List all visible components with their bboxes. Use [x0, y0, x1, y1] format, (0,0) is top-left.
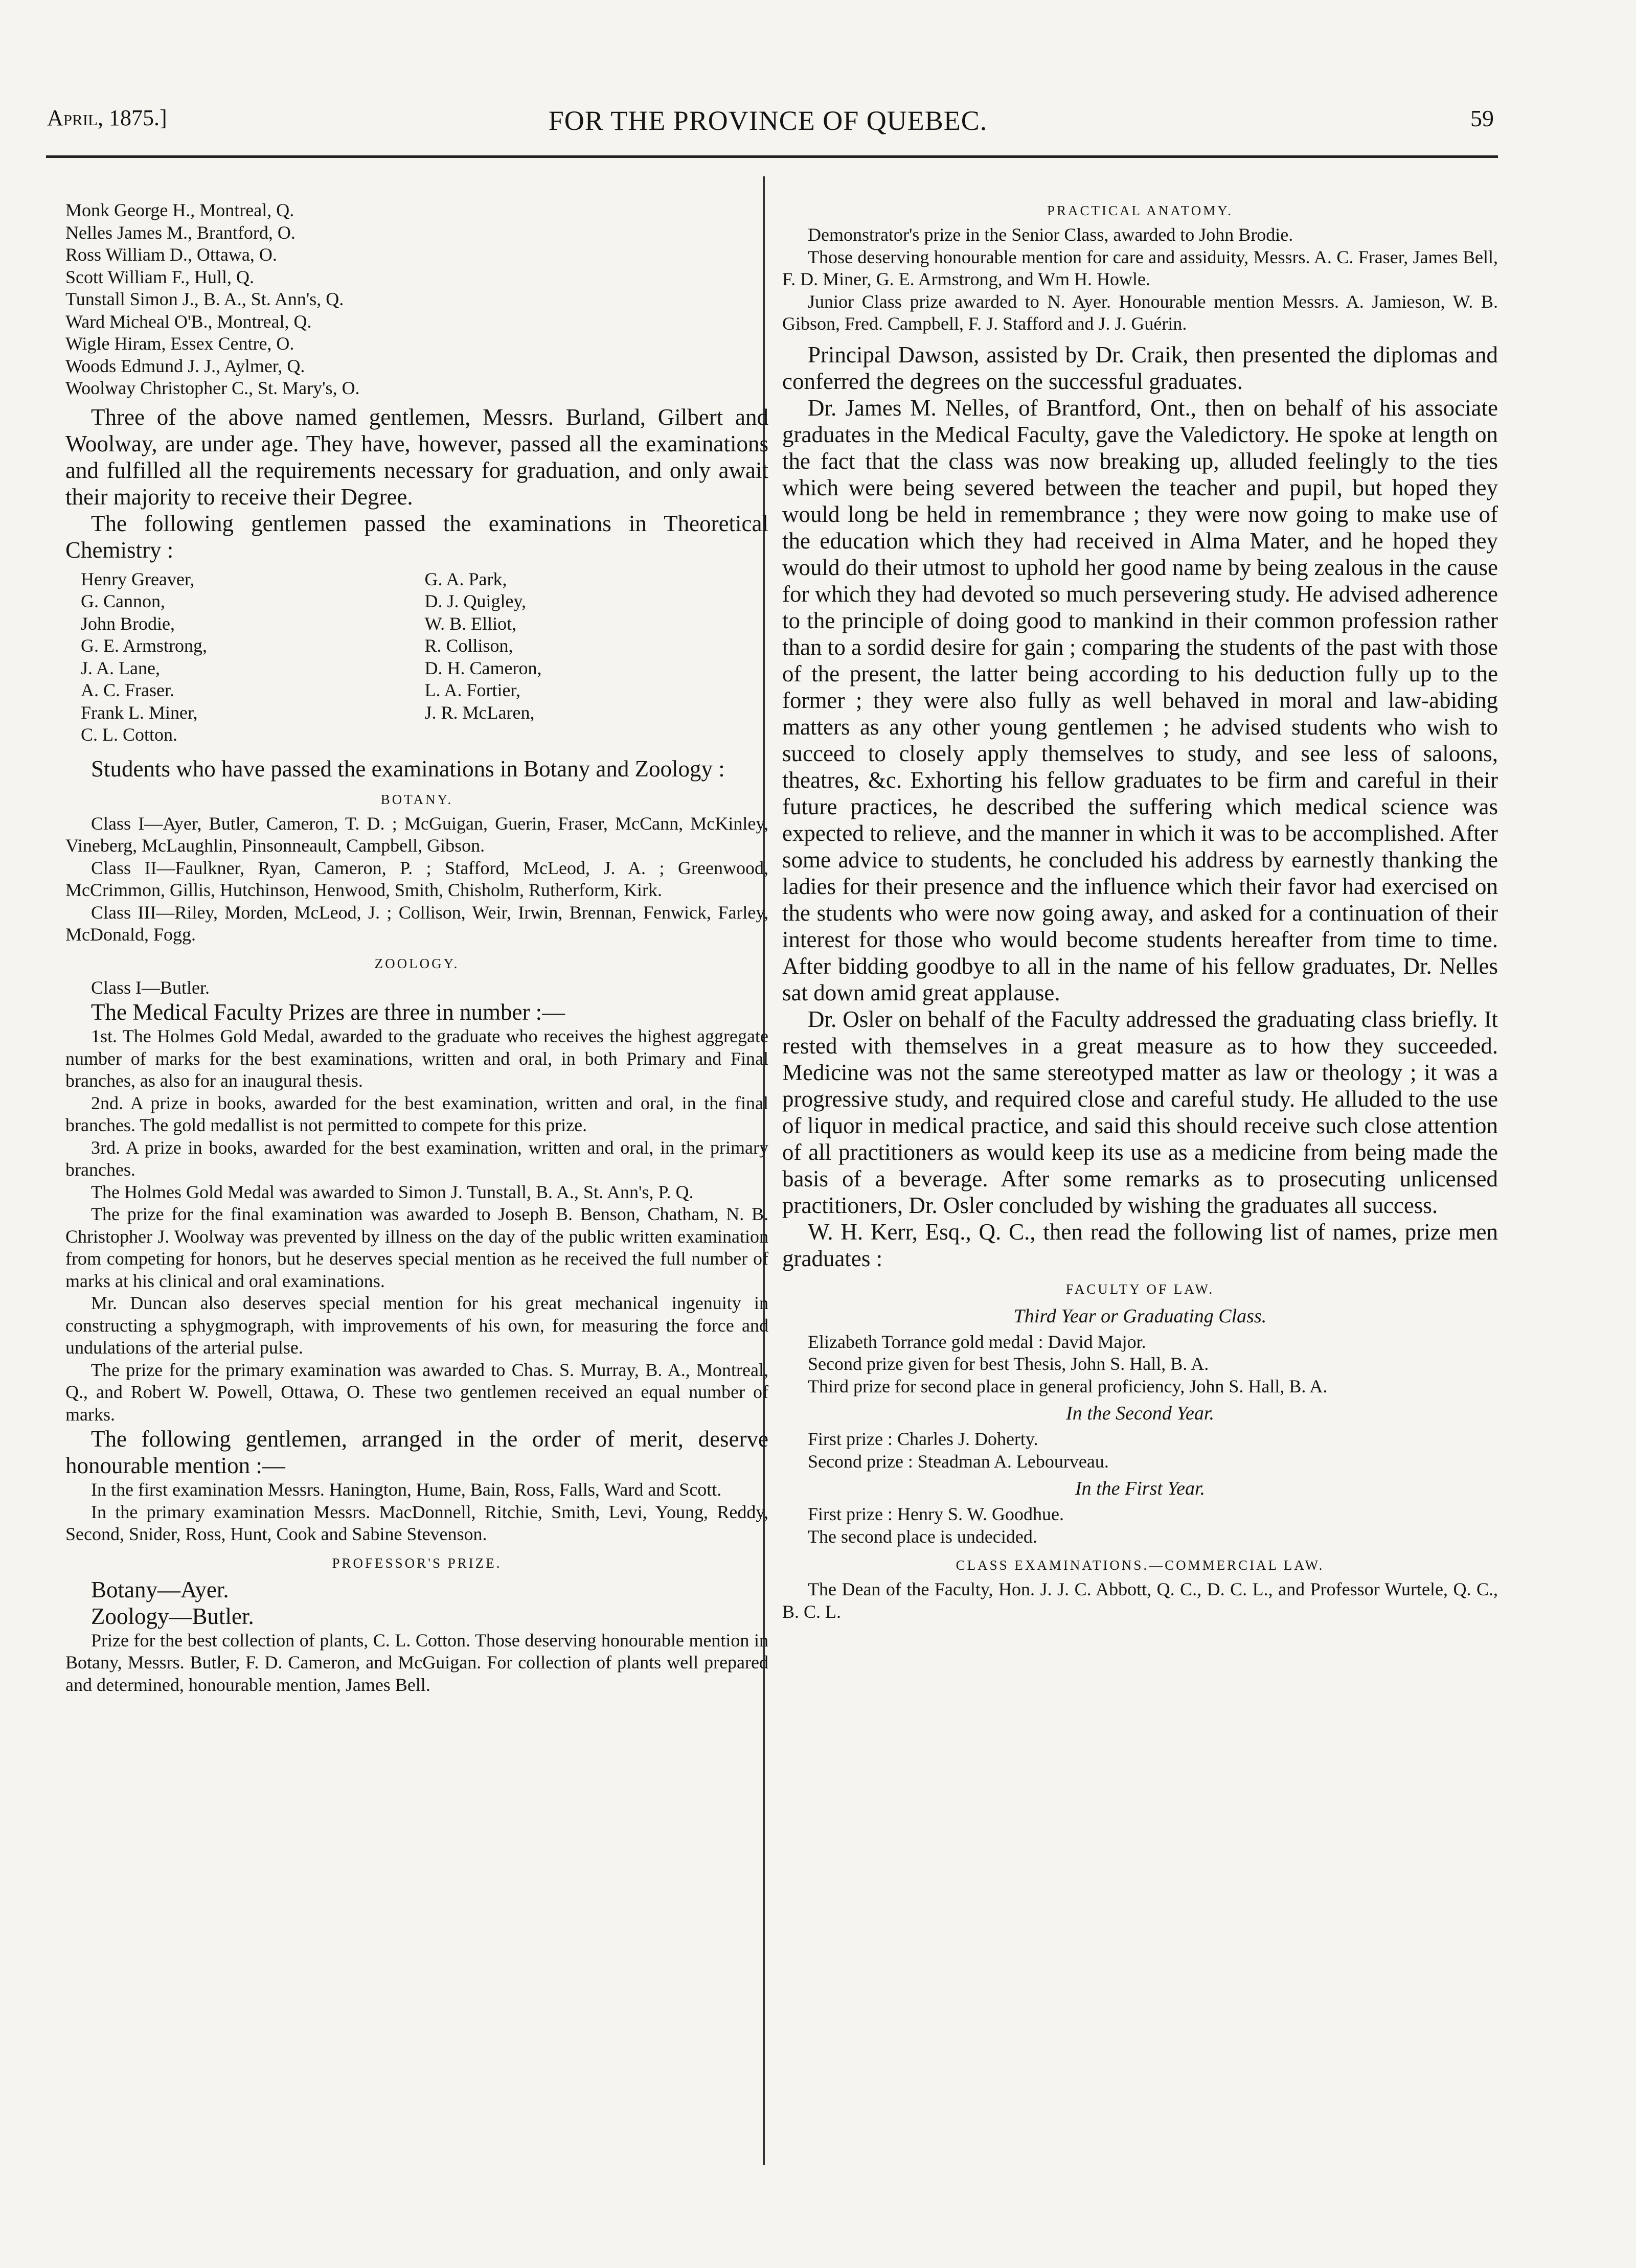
first-year-second-place: The second place is undecided. — [808, 1526, 1037, 1547]
graduate-name: Scott William F., Hull, Q. — [65, 266, 255, 287]
plants-prize: Prize for the best collection of plants, C. L. Cotton. Those deserving honourable mention in Botany, Messrs. Butler, F. D. Cameron, and McGuigan. For collection of plants well prepared and determined, honourable mention, James Bell. — [65, 1630, 768, 1695]
header-date: April, 1875.] — [47, 105, 167, 130]
list-item: A. C. Fraser. — [81, 680, 174, 700]
graduate-name: Ward Micheal O'B., Montreal, Q. — [65, 311, 312, 332]
chemistry-list-col2 — [425, 568, 769, 746]
list-item: John Brodie, — [81, 613, 175, 634]
list-item: D. J. Quigley, — [424, 591, 527, 611]
list-item: G. E. Armstrong, — [81, 635, 207, 656]
dean-paragraph: The Dean of the Faculty, Hon. J. J. C. Abbott, Q. C., D. C. L., and Professor Wurtele, Q. C., B. C. L. — [782, 1579, 1498, 1622]
first-year-first-prize: First prize : Henry S. W. Goodhue. — [808, 1504, 1064, 1524]
list-item: D. H. Cameron, — [424, 657, 542, 678]
duncan-mention: Mr. Duncan also deserves special mention for his great mechanical ingenuity in constructing a sphygmograph, with improvements of his own, for measuring the force and undulations of the arterial pulse. — [65, 1293, 768, 1358]
list-item: J. R. McLaren, — [424, 702, 535, 723]
honourable-first-exam: In the first examination Messrs. Hanington, Hume, Bain, Ross, Falls, Ward and Scott. — [91, 1479, 722, 1500]
demonstrator-prize: Demonstrator's prize in the Senior Class, awarded to John Brodie. — [808, 224, 1293, 245]
torrance-medal: Elizabeth Torrance gold medal : David Major. — [808, 1331, 1146, 1352]
nelles-valedictory: Dr. James M. Nelles, of Brantford, Ont., then on behalf of his associate graduates in the Medical Faculty, gave the Valedictory. He spoke at length on the fact that the class was now breaking up, alluded feelingly to the ties which were being severed between the teacher and pupil, but hoped they would long be held in remembrance ; they were now going to make use of the education which they had received in Alma Mater, and he hoped they would do their utmost to uphold her good name by being zealous in the cause for which they had devoted so much persevering study. He advised adherence to the principle of doing good to mankind in their common profession rather than to a sordid desire for gain ; comparing the students of the past with those of the present, the latter being according to his deduction fully up to the former ; they were also fully as well behaved in moral and law-abiding matters as any other young gentlemen ; he advised students who wish to succeed to closely apply themselves to study, and see less of saloons, theatres, &c. Exhorting his fellow graduates to be firm and careful in their future practices, he described the suffering which medical science was expected to relieve, and the manner in which it was to be accomplished. After some advice to students, he concluded his address by earnestly thanking the ladies for their presence and the influence which their favor had exercised on the students who were now going away, and asked for a continuation of their interest for those who would become students hereafter from time to time. After bidding goodbye to all in the name of his fellow graduates, Dr. Nelles sat down amid great applause. — [782, 395, 1498, 1005]
left-column — [65, 199, 768, 1696]
honourable-primary-exam: In the primary examination Messrs. MacDonnell, Ritchie, Smith, Levi, Young, Reddy, Second, Snider, Ross, Hunt, Cook and Sabine Stevenson. — [65, 1501, 768, 1544]
chemistry-list-col1 — [81, 568, 425, 746]
botany-class-3: Class III—Riley, Morden, McLeod, J. ; Collison, Weir, Irwin, Brennan, Fenwick, Farley, McDonald, Fogg. — [65, 902, 768, 945]
graduate-name: Nelles James M., Brantford, O. — [65, 222, 296, 243]
botany-class-2: Class II—Faulkner, Ryan, Cameron, P. ; Stafford, McLeod, J. A. ; Greenwood, McCrimmon, Gillis, Hutchinson, Henwood, Smith, Chisholm, Rutherform, Kirk. — [65, 857, 768, 900]
list-item: R. Collison, — [424, 635, 513, 656]
second-year-heading: In the Second Year. — [1066, 1403, 1214, 1424]
graduate-name: Woolway Christopher C., St. Mary's, O. — [65, 378, 360, 398]
chemistry-list — [81, 568, 768, 746]
assiduity-mention: Those deserving honourable mention for care and assiduity, Messrs. A. C. Fraser, James Bell, F. D. Miner, G. E. Armstrong, and Wm H. Howle. — [782, 246, 1498, 289]
chemistry-intro: The following gentlemen passed the examinations in Theoretical Chemistry : — [65, 510, 768, 563]
header-rule — [46, 155, 1498, 158]
graduate-name: Monk George H., Montreal, Q. — [65, 200, 294, 220]
holmes-medal-award: The Holmes Gold Medal was awarded to Simon J. Tunstall, B. A., St. Ann's, P. Q. — [91, 1181, 694, 1202]
botany-intro: Students who have passed the examinations in Botany and Zoology : — [91, 755, 725, 782]
list-item: L. A. Fortier, — [424, 680, 521, 700]
list-item: C. L. Cotton. — [81, 724, 178, 745]
third-year-heading: Third Year or Graduating Class. — [1013, 1305, 1267, 1327]
list-item: G. A. Park, — [424, 568, 507, 589]
botany-heading: BOTANY. — [380, 791, 453, 807]
professor-prize-heading: PROFESSOR'S PRIZE. — [332, 1555, 502, 1571]
zoology-class-1: Class I—Butler. — [91, 977, 210, 998]
right-column — [782, 199, 1498, 1623]
list-item: W. B. Elliot, — [424, 613, 517, 634]
zoology-heading: ZOOLOGY. — [374, 955, 460, 971]
final-exam-prize: The prize for the final examination was awarded to Joseph B. Benson, Chatham, N. B. Christopher J. Woolway was prevented by illness on the day of the public written examination from competing for honors, but he deserves special mention as he received the full number of marks at his clinical and oral examinations. — [65, 1204, 768, 1291]
thesis-prize: Second prize given for best Thesis, John S. Hall, B. A. — [808, 1354, 1209, 1374]
list-item: Frank L. Miner, — [81, 702, 198, 723]
prize-third: 3rd. A prize in books, awarded for the best examination, written and oral, in the primary branches. — [65, 1137, 768, 1180]
graduate-name: Ross William D., Ottawa, O. — [65, 244, 277, 265]
kerr-paragraph: W. H. Kerr, Esq., Q. C., then read the following list of names, prize men graduates : — [782, 1219, 1498, 1271]
dawson-paragraph: Principal Dawson, assisted by Dr. Craik, then presented the diplomas and conferred the degrees on the successful graduates. — [782, 341, 1498, 394]
first-year-heading: In the First Year. — [1075, 1478, 1206, 1499]
page-header — [42, 105, 1494, 146]
under-age-paragraph: Three of the above named gentlemen, Messrs. Burland, Gilbert and Woolway, are under age. They have, however, passed all the examinations and fulfilled all the requirements necessary for graduation, and only await their majority to receive their Degree. — [65, 404, 768, 510]
junior-class-prize: Junior Class prize awarded to N. Ayer. Honourable mention Messrs. A. Jamieson, W. B. Gibson, Fred. Campbell, F. J. Stafford and J. J. Guérin. — [782, 291, 1498, 334]
graduate-name: Woods Edmund J. J., Aylmer, Q. — [65, 355, 305, 376]
list-item: Henry Greaver, — [81, 568, 195, 589]
botany-class-1: Class I—Ayer, Butler, Cameron, T. D. ; McGuigan, Guerin, Fraser, McCann, McKinley, Vineberg, McLaughlin, Pinsonneault, Campbell, Gibson. — [65, 813, 768, 856]
graduate-name: Wigle Hiram, Essex Centre, O. — [65, 333, 294, 354]
second-year-first-prize: First prize : Charles J. Doherty. — [808, 1429, 1038, 1449]
osler-address: Dr. Osler on behalf of the Faculty addressed the graduating class briefly. It rested with themselves in a great measure as to how they succeeded. Medicine was not the same stereotyped matter as law or theology ; it was a progressive study, and required close and careful study. He alluded to the use of liquor in medical practice, and said this should receive such close attention of all practitioners as would keep its use as a medicine from being made the basis of a beverage. After some remarks as to prosecuting unlicensed practitioners, Dr. Osler concluded by wishing the graduates all success. — [782, 1006, 1498, 1218]
honourable-intro: The following gentlemen, arranged in the order of merit, deserve honourable mention :— — [65, 1426, 768, 1478]
prize-second: 2nd. A prize in books, awarded for the best examination, written and oral, in the final branches. The gold medallist is not permitted to compete for this prize. — [65, 1092, 768, 1135]
professor-zoology: Zoology—Butler. — [91, 1603, 254, 1629]
prizes-intro: The Medical Faculty Prizes are three in number :— — [91, 999, 565, 1025]
professor-botany: Botany—Ayer. — [91, 1576, 229, 1602]
proficiency-prize: Third prize for second place in general proficiency, John S. Hall, B. A. — [808, 1376, 1328, 1396]
list-item: J. A. Lane, — [81, 657, 160, 678]
commercial-law-heading: CLASS EXAMINATIONS.—COMMERCIAL LAW. — [956, 1557, 1325, 1573]
header-title: FOR THE PROVINCE OF QUEBEC. — [548, 105, 988, 136]
law-faculty-heading: FACULTY OF LAW. — [1065, 1281, 1215, 1297]
graduate-name: Tunstall Simon J., B. A., St. Ann's, Q. — [65, 289, 344, 309]
graduate-list — [65, 199, 768, 400]
prize-first: 1st. The Holmes Gold Medal, awarded to the graduate who receives the highest aggregate number of marks for the best examinations, written and oral, in both Primary and Final branches, as also for an inaugural thesis. — [65, 1026, 768, 1091]
anatomy-heading: PRACTICAL ANATOMY. — [1047, 203, 1234, 218]
second-year-second-prize: Second prize : Steadman A. Lebourveau. — [808, 1451, 1109, 1472]
primary-exam-prize: The prize for the primary examination was awarded to Chas. S. Murray, B. A., Montreal, Q., and Robert W. Powell, Ottawa, O. These two gentlemen received an equal number of marks. — [65, 1359, 768, 1425]
page-number: 59 — [1470, 105, 1494, 131]
list-item: G. Cannon, — [81, 591, 165, 611]
